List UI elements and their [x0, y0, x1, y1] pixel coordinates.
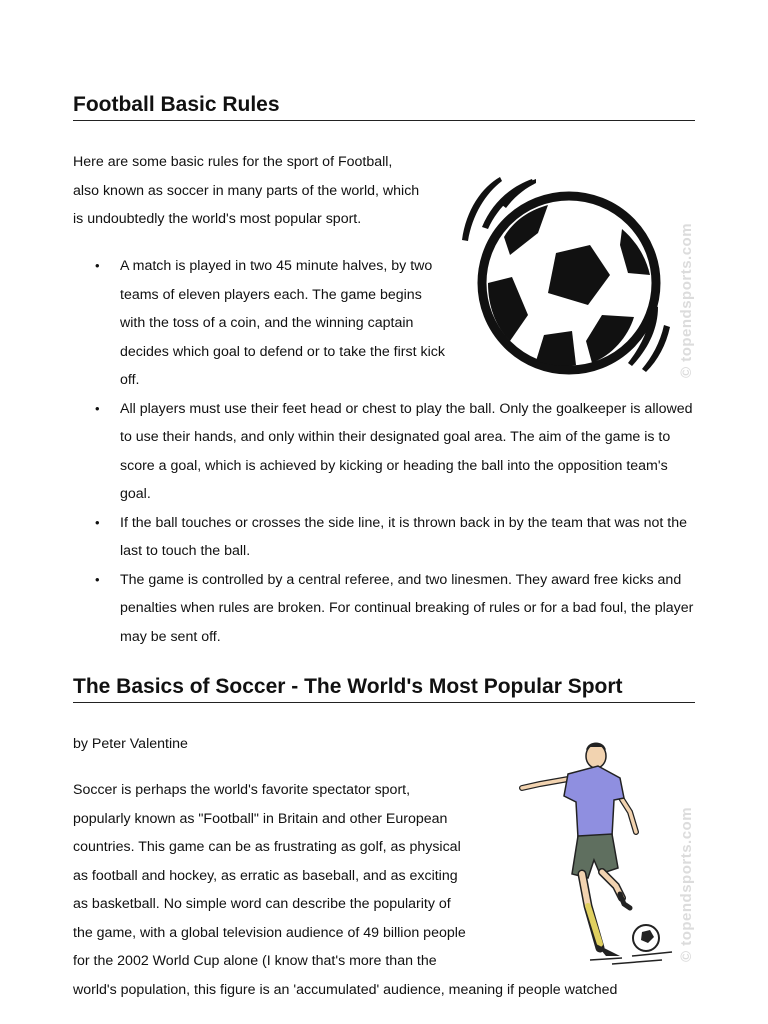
player-shirt — [564, 766, 624, 838]
rule-item: • A match is played in two 45 minute halves, by two teams of eleven players each. The game begins with the toss of a coin, and the winning captain decides which goal to defend or to take the first kick off. — [73, 252, 450, 395]
body-line-2: popularly known as "Football" in Britain and other European — [73, 810, 448, 827]
rule-item: • If the ball touches or crosses the side line, it is thrown back in by the team that was not the last to touch the ball. — [73, 509, 698, 566]
body-line-8: world's population, this figure is an 'accumulated' audience, meaning if people watched — [73, 981, 618, 998]
body-line-1: Soccer is perhaps the world's favorite spectator sport, — [73, 782, 411, 798]
watermark: © topendsports.com — [678, 806, 695, 962]
soccer-ball-illustration — [452, 165, 677, 380]
rule-item: • The game is controlled by a central referee, and two linesmen. They award free kicks and penalties when rules are broken. For continual breaking of rules or for a bad foul, the player may be sent off. — [73, 566, 698, 652]
body-line-6: the game, with a global television audience of 49 billion people — [73, 924, 466, 941]
intro-line-2: also known as soccer in many parts of the world, which — [73, 182, 420, 199]
body-line-3: countries. This game can be as frustrating as golf, as physical — [73, 839, 461, 855]
section-title-basics-of-soccer: The Basics of Soccer - The World's Most Popular Sport — [73, 674, 695, 703]
intro-line-3: is undoubtedly the world's most popular sport. — [73, 211, 362, 227]
watermark: © topendsports.com — [678, 222, 695, 378]
rule-item: • All players must use their feet head or chest to play the ball. Only the goalkeeper is allowed to use their hands, and only within their designated goal area. The aim of the game is to score a goal, which is achieved by kicking or heading the ball into the opposition team's goal. — [73, 395, 698, 509]
body-line-5: as basketball. No simple word can describe the popularity of — [73, 896, 451, 912]
body-line-7: for the 2002 World Cup alone (I know that's more than the — [73, 953, 437, 969]
intro-line-1: Here are some basic rules for the sport of Football, — [73, 154, 393, 170]
byline: by Peter Valentine — [73, 736, 188, 752]
body-line-4: as football and hockey, as erratic as baseball, and as exciting — [73, 867, 458, 884]
section-title-basic-rules: Football Basic Rules — [73, 92, 695, 121]
